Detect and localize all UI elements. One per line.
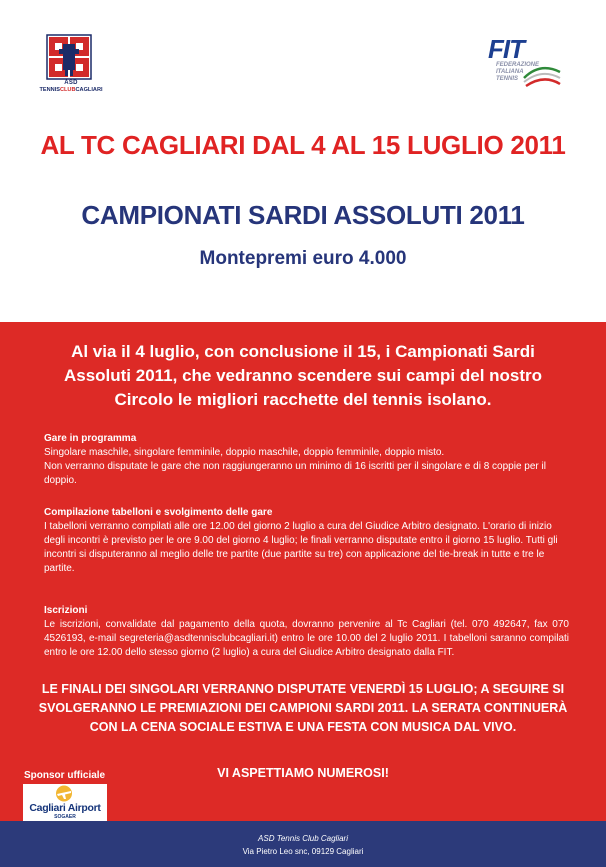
section-tabelloni bbox=[44, 506, 569, 576]
footer-address: Via Pietro Leo snc, 09129 Cagliari bbox=[242, 847, 364, 856]
section-heading: Iscrizioni bbox=[44, 605, 88, 616]
section-iscrizioni bbox=[44, 604, 569, 660]
club-logo bbox=[38, 34, 104, 100]
club-asd-label: ASD bbox=[64, 80, 78, 86]
section-programma bbox=[44, 432, 569, 488]
footer bbox=[0, 821, 606, 867]
event-title: CAMPIONATI SARDI ASSOLUTI 2011 bbox=[81, 200, 525, 230]
sardinia-shield-icon bbox=[46, 34, 92, 80]
section-heading: Compilazione tabelloni e svolgimento delle gare bbox=[44, 507, 273, 518]
section-paragraph: I tabelloni verranno compilati alle ore 12.00 del giorno 2 luglio a cura del Giudice Arbitro designato. L'orario di inizio degli incontri è previsto per le ore 9.00 del giorno 4 luglio; le finali verranno disputate entro il giorno 15 luglio. Tutti gli incontri si disputeranno al meglio delle tre partite (due partite su tre) con applicazione del tie-break in tutte e tre le partite. bbox=[44, 521, 558, 574]
footer-club-name: ASD Tennis Club Cagliari bbox=[258, 834, 348, 843]
closing-line: VI ASPETTIAMO NUMEROSI! bbox=[217, 766, 389, 780]
club-name-label: TENNISCLUBCAGLIARI bbox=[39, 87, 103, 93]
finals-announcement: LE FINALI DEI SINGOLARI VERRANNO DISPUTATE VENERDÌ 15 LUGLIO; A SEGUIRE SI SVOLGERANNO LE PREMIAZIONI DEI CAMPIONI SARDI 2011. LA SERATA CONTINUERÀ CON LA CENA SOCIALE ESTIVA E UNA FESTA CON MUSICA DAL VIVO. bbox=[38, 682, 568, 734]
fit-full-name: FEDERAZIONE ITALIANA TENNIS bbox=[496, 62, 540, 82]
fit-swoosh-icon bbox=[520, 60, 564, 90]
intro-text: Al via il 4 luglio, con conclusione il 15, i Campionati Sardi Assoluti 2011, che vedranno scendere sui campi del nostro Circolo le migliori racchette del tennis isolano. bbox=[63, 342, 543, 409]
section-paragraph: Singolare maschile, singolare femminile, doppio maschile, doppio femminile, doppio misto. bbox=[44, 447, 445, 458]
sponsor-logo bbox=[23, 784, 107, 821]
fit-acronym: FIT bbox=[488, 34, 524, 64]
fit-logo bbox=[470, 34, 574, 98]
airport-plane-icon bbox=[53, 785, 75, 802]
sponsor-company: SOGAER bbox=[54, 814, 76, 820]
sponsor-name: Cagliari Airport bbox=[29, 802, 101, 814]
details-panel bbox=[0, 322, 606, 821]
event-dates-headline: AL TC CAGLIARI DAL 4 AL 15 LUGLIO 2011 bbox=[40, 130, 566, 160]
sponsor-title: Sponsor ufficiale bbox=[24, 770, 106, 781]
section-paragraph: Le iscrizioni, convalidate dal pagamento della quota, dovranno pervenire al Tc Cagliari (tel. 070 492647, fax 070 4526193, e-mail segreteria@asdtennisclubcagliari.it) entro le ore 10.00 del 2 luglio 2011. I tabelloni saranno compilati entro le ore 12.00 dello stesso giorno (2 luglio) a cura del Giudice Arbitro designato dalla FIT. bbox=[44, 619, 569, 658]
section-heading: Gare in programma bbox=[44, 433, 137, 444]
prize-money: Montepremi euro 4.000 bbox=[199, 248, 407, 269]
section-paragraph: Non verranno disputate le gare che non raggiungeranno un minimo di 16 iscritti per il singolare e di 8 coppie per il doppio. bbox=[44, 461, 546, 486]
header-area bbox=[0, 0, 606, 322]
